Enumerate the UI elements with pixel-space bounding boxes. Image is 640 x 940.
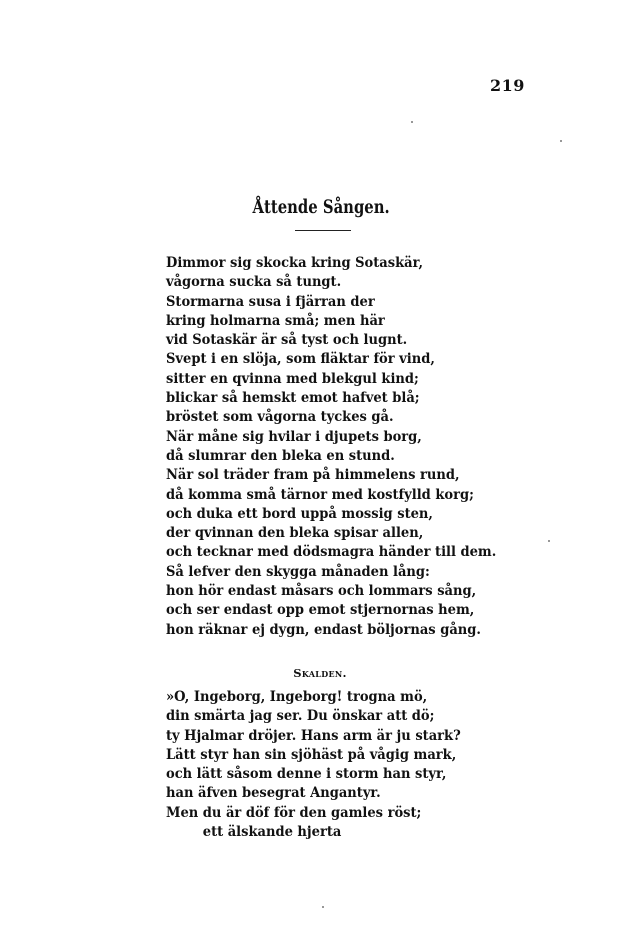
verse-line: När måne sig hvilar i djupets borg, bbox=[166, 428, 422, 445]
verse-line: kring holmarna små; men här bbox=[166, 312, 385, 329]
verse-line: och lätt såsom denne i storm han styr, bbox=[166, 766, 447, 783]
speaker-heading: Skalden. bbox=[293, 666, 347, 680]
verse-line: Svept i en slöja, som fläktar för vind, bbox=[166, 351, 435, 368]
verse-line: Stormarna susa i fjärran der bbox=[166, 293, 375, 310]
verse-line: sitter en qvinna med blekgul kind; bbox=[166, 370, 419, 387]
verse-line: blickar så hemskt emot hafvet blå; bbox=[166, 390, 420, 407]
verse-line: Dimmor sig skocka kring Sotaskär, bbox=[166, 255, 424, 271]
verse-line: ett älskande hjerta bbox=[202, 824, 342, 841]
paper-speck bbox=[322, 906, 324, 908]
verse-line: der qvinnan den bleka spisar allen, bbox=[166, 525, 424, 542]
verse-line: då slumrar den bleka en stund. bbox=[166, 447, 395, 464]
verse-line: Så lefver den skygga månaden lång: bbox=[166, 563, 430, 580]
verse-line: din smärta jag ser. Du önskar att dö; bbox=[166, 708, 435, 725]
page-number: 219 bbox=[490, 76, 525, 95]
verse-line: vågorna sucka så tungt. bbox=[166, 274, 342, 291]
verse-line: »O, Ingeborg, Ingeborg! trogna mö, bbox=[166, 689, 428, 705]
verse-line: då komma små tärnor med kostfylld korg; bbox=[166, 486, 474, 503]
stanza-2 bbox=[166, 688, 479, 842]
verse-line: När sol träder fram på himmelens rund, bbox=[166, 467, 460, 484]
verse-line: han äfven besegrat Angantyr. bbox=[166, 785, 381, 802]
verse-line: Men du är döf för den gamles röst; bbox=[166, 804, 422, 821]
verse-line: hon hör endast måsars och lommars sång, bbox=[166, 583, 477, 600]
paper-speck bbox=[548, 540, 550, 542]
paper-speck bbox=[411, 121, 413, 123]
stanza-1 bbox=[166, 254, 497, 640]
paper-speck bbox=[560, 140, 562, 142]
verse-line: bröstet som vågorna tyckes gå. bbox=[166, 409, 394, 426]
verse-line: hon räknar ej dygn, endast böljornas gång. bbox=[166, 621, 481, 638]
verse-line: och ser endast opp emot stjernornas hem, bbox=[166, 602, 475, 619]
verse-line: ty Hjalmar dröjer. Hans arm är ju stark? bbox=[166, 727, 461, 744]
verse-line: vid Sotaskär är så tyst och lugnt. bbox=[166, 332, 408, 349]
verse-line: och duka ett bord uppå mossig sten, bbox=[166, 505, 433, 522]
title-rule bbox=[295, 230, 351, 231]
verse-line: och tecknar med dödsmagra händer till dem. bbox=[166, 544, 497, 561]
chapter-title: Åttende Sången. bbox=[252, 196, 390, 218]
verse-line: Lätt styr han sin sjöhäst på vågig mark, bbox=[166, 746, 457, 763]
